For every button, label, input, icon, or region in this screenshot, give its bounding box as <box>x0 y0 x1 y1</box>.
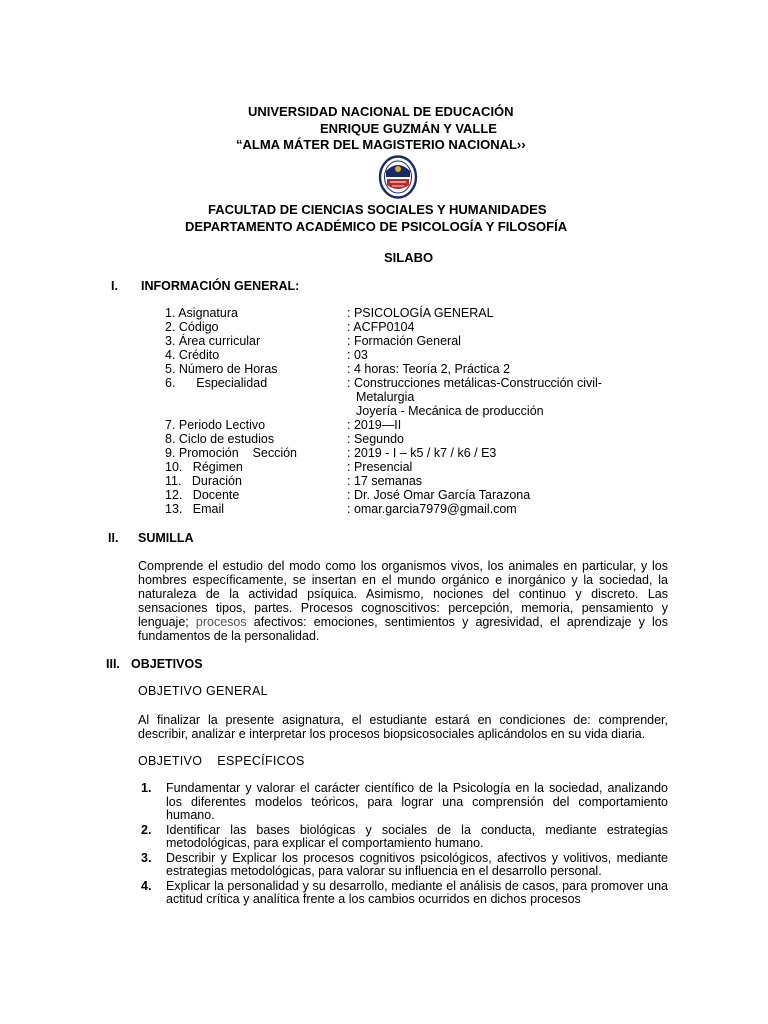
section-heading-sumilla <box>108 531 308 547</box>
section-heading-objetivos <box>106 657 306 673</box>
list-item: 3. Describir y Explicar los procesos cognitivos psicológicos, afectivos y volitivos, mediante estrategias metodológicas, para valorar su influencia en el desarrollo personal. <box>141 850 668 878</box>
university-seal-icon <box>378 155 418 199</box>
faculty-title: FACULTAD DE CIENCIAS SOCIALES Y HUMANIDADES <box>208 202 547 217</box>
section-number: I. <box>111 279 118 293</box>
section-number: III. <box>106 657 120 671</box>
list-item: 4. Explicar la personalidad y su desarrollo, mediante el análisis de casos, para promover una actitud crítica y analítica frente a los cambios ocurridos en dichos procesos <box>141 878 668 906</box>
specific-objectives-list <box>138 782 668 908</box>
general-objective-title: OBJETIVO GENERAL <box>138 684 268 698</box>
document-type: SILABO <box>384 250 434 265</box>
list-item: 1. Fundamentar y valorar el carácter científico de la Psicología en la sociedad, analizando los diferentes modelos teóricos, para lograr una comprensión del comportamiento humano. <box>141 781 668 822</box>
general-objective-text: Al finalizar la presente asignatura, el estudiante estará en condiciones de: comprender, describir, analizar e interpretar los procesos biopsicosociales aplicándolos en su vida diaria. <box>138 713 668 741</box>
university-motto: “ALMA MÁTER DEL MAGISTERIO NACIONAL›› <box>236 137 526 152</box>
document-page: UNIVERSIDAD NACIONAL DE EDUCACIÓN ENRIQUE GUZMÁN Y VALLE “ALMA MÁTER DEL MAGISTERIO NACIONAL›› FACULTAD DE CIENCIAS SOCIALES Y HUMANIDADES DEPARTAMENTO ACADÉMICO DE PSICOLOGÍA Y FILOSOFÍA SILABO I. INFORMACIÓN GENERAL: 1. Asignatura : PSICOLOGÍA GENERAL 2. Código : ACFP0104 3. Área curricular : Formación General 4. Crédito : 03 5. Número de Horas : 4 horas: Teoría 2, Práctica 2 6. Especialidad : Construcciones metálicas-Construcción civil- Metalurgia Joyería - Mecánica de producción 7. Periodo Lectivo : 2019—II 8. Ciclo de estudios : Segundo 9. Promoción Sección : 2019 - I – k5 / k7 / k6 / E3 10. Régimen : Presencial 11. Duración : 17 semanas 12. Docente : Dr. José Omar García Tarazona 13. Email : omar.garcia7979@gmail.com II. SUMILLA Comprende el estudio del modo como los organismos vivos, los animales en particular, y los hombres específicamente, se insertan en el mundo orgánico e inorgánico y la sociedad, la naturaleza de la actividad psíquica. Asimismo, nociones del continuo y discreto. Las sensaciones tipos, partes. Procesos cognoscitivos: percepción, memoria, pensamiento y lenguaje; procesos afectivos: emociones, sentimientos y agresividad, el aprendizaje y los fundamentos de la personalidad. III. OBJETIVOS OBJETIVO GENERAL Al finalizar la presente asignatura, el estudiante estará en condiciones de: comprender, describir, analizar e interpretar los procesos biopsicosociales aplicándolos en su vida diaria. OBJETIVO ESPECÍFICOS 1. Fundamentar y valorar el carácter científico de la Psicología en la sociedad, analizando los diferentes modelos teóricos, para lograr una comprensión del comportamiento humano. 2. Identificar las bases biológicas y sociales de la conducta, mediante estrategias metodológicas, para explicar el comportamiento humano. 3. Describir y Explicar los procesos cognitivos psicológicos, afectivos y volitivos, mediante estrategias metodológicas, para valorar su influencia en el desarrollo personal. 4. Explicar la personalidad y su desarrollo, mediante el análisis de casos, para promover una actitud crítica y analítica frente a los cambios ocurridos en dichos procesos <box>106 104 668 906</box>
section-number: II. <box>108 531 119 545</box>
section-title: OBJETIVOS <box>131 657 203 671</box>
department-title: DEPARTAMENTO ACADÉMICO DE PSICOLOGÍA Y FILOSOFÍA <box>185 219 568 234</box>
list-item: 2. Identificar las bases biológicas y sociales de la conducta, mediante estrategias metodológicas, para explicar el comportamiento humano. <box>141 822 668 850</box>
sumilla-paragraph: Comprende el estudio del modo como los organismos vivos, los animales en particular, y los hombres específicamente, se insertan en el mundo orgánico e inorgánico y la sociedad, la naturaleza de la actividad psíquica. Asimismo, nociones del continuo y discreto. Las sensaciones tipos, partes. Procesos cognoscitivos: percepción, memoria, pensamiento y lenguaje; procesos afectivos: emociones, sentimientos y agresividad, el aprendizaje y los fundamentos de la personalidad. <box>138 559 668 643</box>
section-title: SUMILLA <box>138 531 194 545</box>
section-heading-info <box>111 279 411 295</box>
university-name: ENRIQUE GUZMÁN Y VALLE <box>320 121 497 136</box>
university-title: UNIVERSIDAD NACIONAL DE EDUCACIÓN <box>248 104 514 119</box>
section-title: INFORMACIÓN GENERAL: <box>141 279 300 293</box>
specific-objectives-title: OBJETIVO ESPECÍFICOS <box>138 754 305 768</box>
